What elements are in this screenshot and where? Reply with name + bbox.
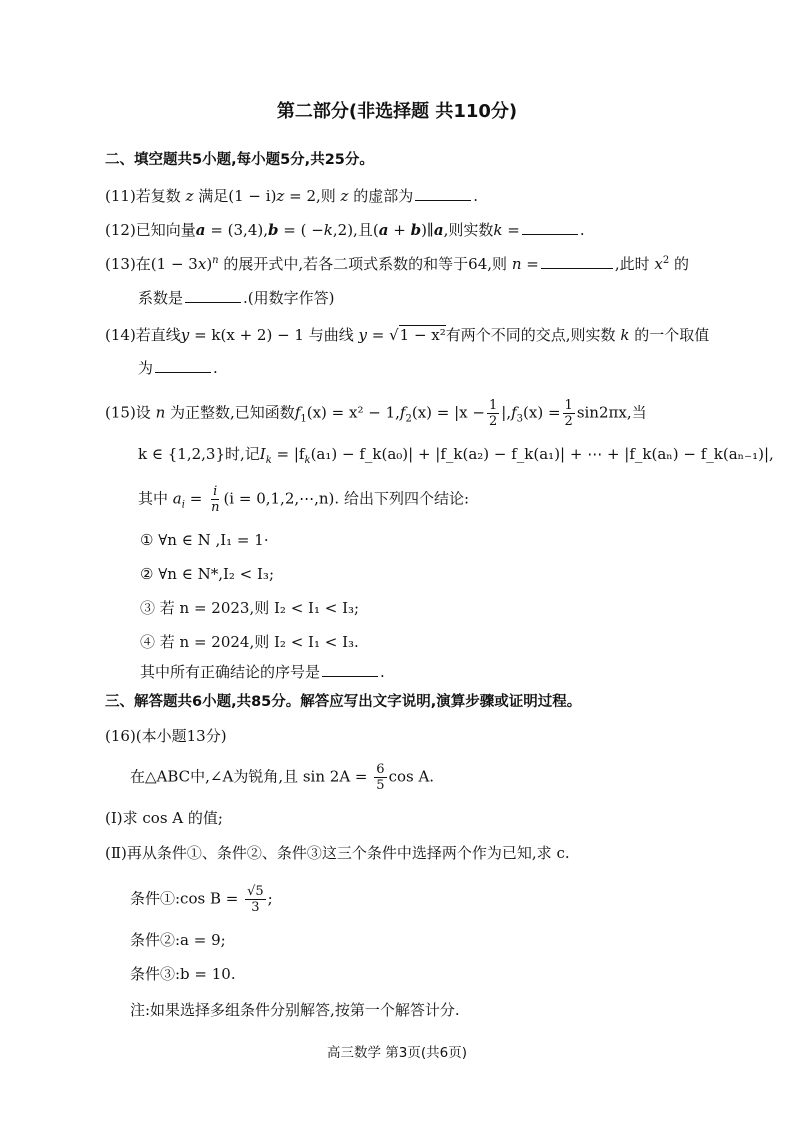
answer-blank-14[interactable] [155, 358, 211, 373]
part-2: (Ⅱ)再从条件①、条件②、条件③这三个条件中选择两个作为已知,求 c. [105, 844, 570, 862]
question-15-closing: 其中所有正确结论的序号是 . [140, 663, 385, 681]
section-2-heading: 二、填空题共5小题,每小题5分,共25分。 [105, 152, 374, 168]
fraction-i-over-n: $\frac{i}{n}$ [211, 484, 220, 515]
conclusion-3: ③ 若 n = 2023,则 I₂ < I₁ < I₃; [140, 599, 360, 617]
answer-blank-15[interactable] [322, 662, 378, 677]
question-14-line-2: 为 . [138, 359, 218, 377]
conclusion-2: ② ∀n ∈ N*,I₂ < I₃; [140, 565, 274, 583]
page-footer: 高三数学 第3页(共6页) [326, 1045, 467, 1061]
question-12: (12)已知向量a = (3,4),b = ( −k,2),且(a + b)∥a,则实数k = . [105, 221, 585, 239]
question-11: (11)若复数 z 满足(1 − i)z = 2,则 z 的虚部为 . [105, 187, 479, 205]
question-15-line-2: k ∈ {1,2,3}时,记$I_k = |f_k(a_1)$ − f_k(a₀)| + |f_k(a₂) − f_k(a₁)| + ⋯ + |f_k(aₙ) − f_k(aₙ₋₁)|, [138, 445, 774, 466]
fraction-six-fifths: $\frac{6}{5}$ [376, 762, 385, 793]
condition-2: 条件②:a = 9; [130, 931, 226, 949]
answer-blank-11[interactable] [415, 186, 471, 201]
condition-3: 条件③:b = 10. [130, 965, 236, 983]
note: 注:如果选择多组条件分别解答,按第一个解答计分. [130, 1001, 460, 1019]
condition-1: 条件①:cos B = $\frac{√5}{3}$ ; [130, 884, 273, 915]
question-15-line-3: 其中 $a_i$ = $\frac{i}{n}$ (i = 0,1,2,⋯,n). 给出下列四个结论: [138, 484, 469, 515]
fraction-root5-over-3: $\frac{√5}{3}$ [247, 884, 264, 915]
conclusion-4: ④ 若 n = 2024,则 I₂ < I₁ < I₃. [140, 633, 359, 651]
answer-blank-13a[interactable] [541, 254, 613, 269]
section-3-heading: 三、解答题共6小题,共85分。解答应写出文字说明,演算步骤或证明过程。 [105, 694, 582, 710]
question-15-line-1: (15)设 n 为正整数,已知函数$f_1(x) = x^2 - 1,f_2(x) = |x$ − $\frac{1}{2}$ $|,f_3(x)$ = $\frac{1}{2}$ sin2πx,当 [105, 398, 647, 429]
answer-blank-12[interactable] [522, 220, 578, 235]
conclusion-1: ① ∀n ∈ N ,I₁ = 1· [140, 531, 269, 549]
fraction-one-half: $\frac{1}{2}$ [488, 398, 498, 429]
question-16-statement: 在△ABC中,∠A为锐角,且 sin 2A = $\frac{6}{5}$ cos A. [130, 762, 435, 793]
fraction-one-half-2: $\frac{1}{2}$ [564, 398, 573, 429]
part-1: (Ⅰ)求 cos A 的值; [105, 809, 223, 827]
question-13-line-2: 系数是 .(用数字作答) [138, 289, 335, 307]
answer-blank-13b[interactable] [185, 288, 241, 303]
question-14-line-1: (14)若直线y = k(x + 2) − 1 与曲线 y = √1 − x²有两个不同的交点,则实数 k 的一个取值 [105, 326, 710, 344]
question-13-line-1: (13)在$(1 - 3x)^n$ 的展开式中,若各二项式系数的和等于64,则 n = ,此时 $x^2$ 的 [105, 255, 690, 273]
page-title: 第二部分(非选择题 共110分) [276, 101, 518, 122]
question-16-label: (16)(本小题13分) [105, 727, 227, 745]
